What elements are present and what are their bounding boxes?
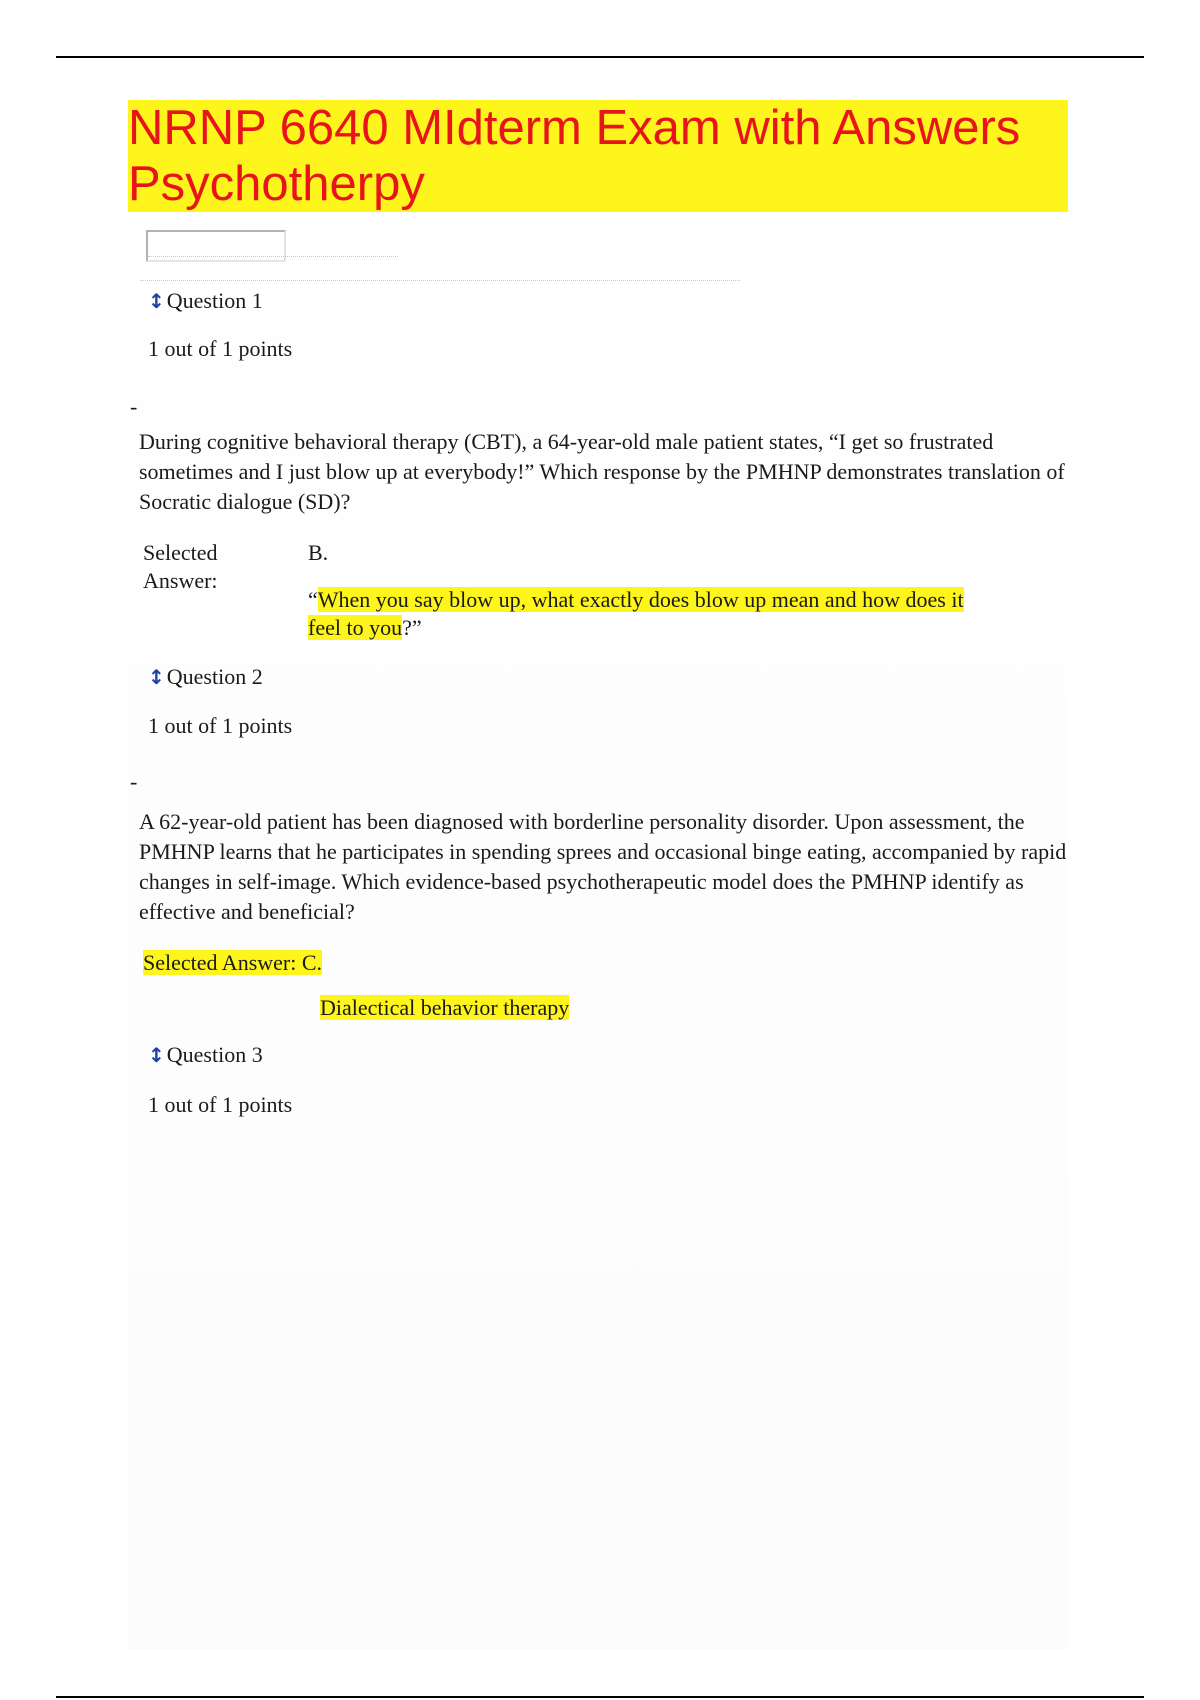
- question-2-answer-letter: C.: [301, 950, 323, 975]
- question-1-points: 1 out of 1 points: [148, 336, 293, 361]
- top-rule: [56, 56, 1144, 58]
- answer-close: ?”: [402, 615, 422, 640]
- question-2-answer-highlight: Dialectical behavior therapy: [320, 995, 570, 1020]
- answer-highlight-line-2: feel to you: [308, 615, 403, 640]
- question-1-selected-label: [143, 539, 218, 595]
- question-3-points: 1 out of 1 points: [148, 1092, 293, 1117]
- question-3-label: Question 3: [166, 1042, 263, 1067]
- question-1-dash: -: [130, 394, 138, 419]
- question-2-points: 1 out of 1 points: [148, 713, 293, 738]
- question-1-answer-letter: B.: [308, 540, 329, 565]
- dotted-separator: [140, 280, 740, 281]
- question-2-dash: -: [130, 769, 138, 794]
- question-3-heading: [148, 1042, 263, 1068]
- question-1-answer-text: [308, 586, 1048, 642]
- question-2-selected: [143, 949, 322, 977]
- selected-label-line-1: Selected: [143, 540, 218, 565]
- selected-label-line-2: Answer:: [143, 568, 218, 593]
- question-2-text: A 62-year-old patient has been diagnosed with borderline personality disorder. Upon assessment, the PMHNP learns that he participates in spending sprees and occasional binge eating, accompanied by rapid changes in self-image. Which evidence-based psychotherapeutic model does the PMHNP identify as effective and beneficial?: [139, 809, 1067, 924]
- bottom-rule: [56, 1696, 1144, 1698]
- title-line-2: Psychotherpy: [128, 157, 431, 211]
- updown-arrow-icon: ↕: [148, 289, 165, 313]
- answer-open-quote: “: [308, 587, 318, 612]
- question-1-heading: [148, 288, 263, 314]
- answer-highlight-line-1: When you say blow up, what exactly does blow up mean and how does it: [317, 587, 964, 612]
- page-background: [128, 330, 1068, 1650]
- question-2-answer-text: [320, 994, 569, 1022]
- dotted-line: [148, 256, 398, 257]
- document-title: [128, 100, 1068, 212]
- question-2-selected-label: Selected Answer:: [143, 950, 302, 975]
- question-2-label: Question 2: [166, 664, 263, 689]
- title-line-1: NRNP 6640 MIdterm Exam with Answers: [128, 101, 1026, 155]
- empty-box: [146, 230, 286, 262]
- question-1-label: Question 1: [166, 288, 263, 313]
- updown-arrow-icon: ↕: [148, 1043, 165, 1067]
- question-2-heading: [148, 664, 263, 690]
- question-1-text: During cognitive behavioral therapy (CBT), a 64-year-old male patient states, “I get so frustrated sometimes and I just blow up at everybody!” Which response by the PMHNP demonstrates translation of Socratic dialogue (SD)?: [139, 429, 1065, 514]
- updown-arrow-icon: ↕: [148, 665, 165, 689]
